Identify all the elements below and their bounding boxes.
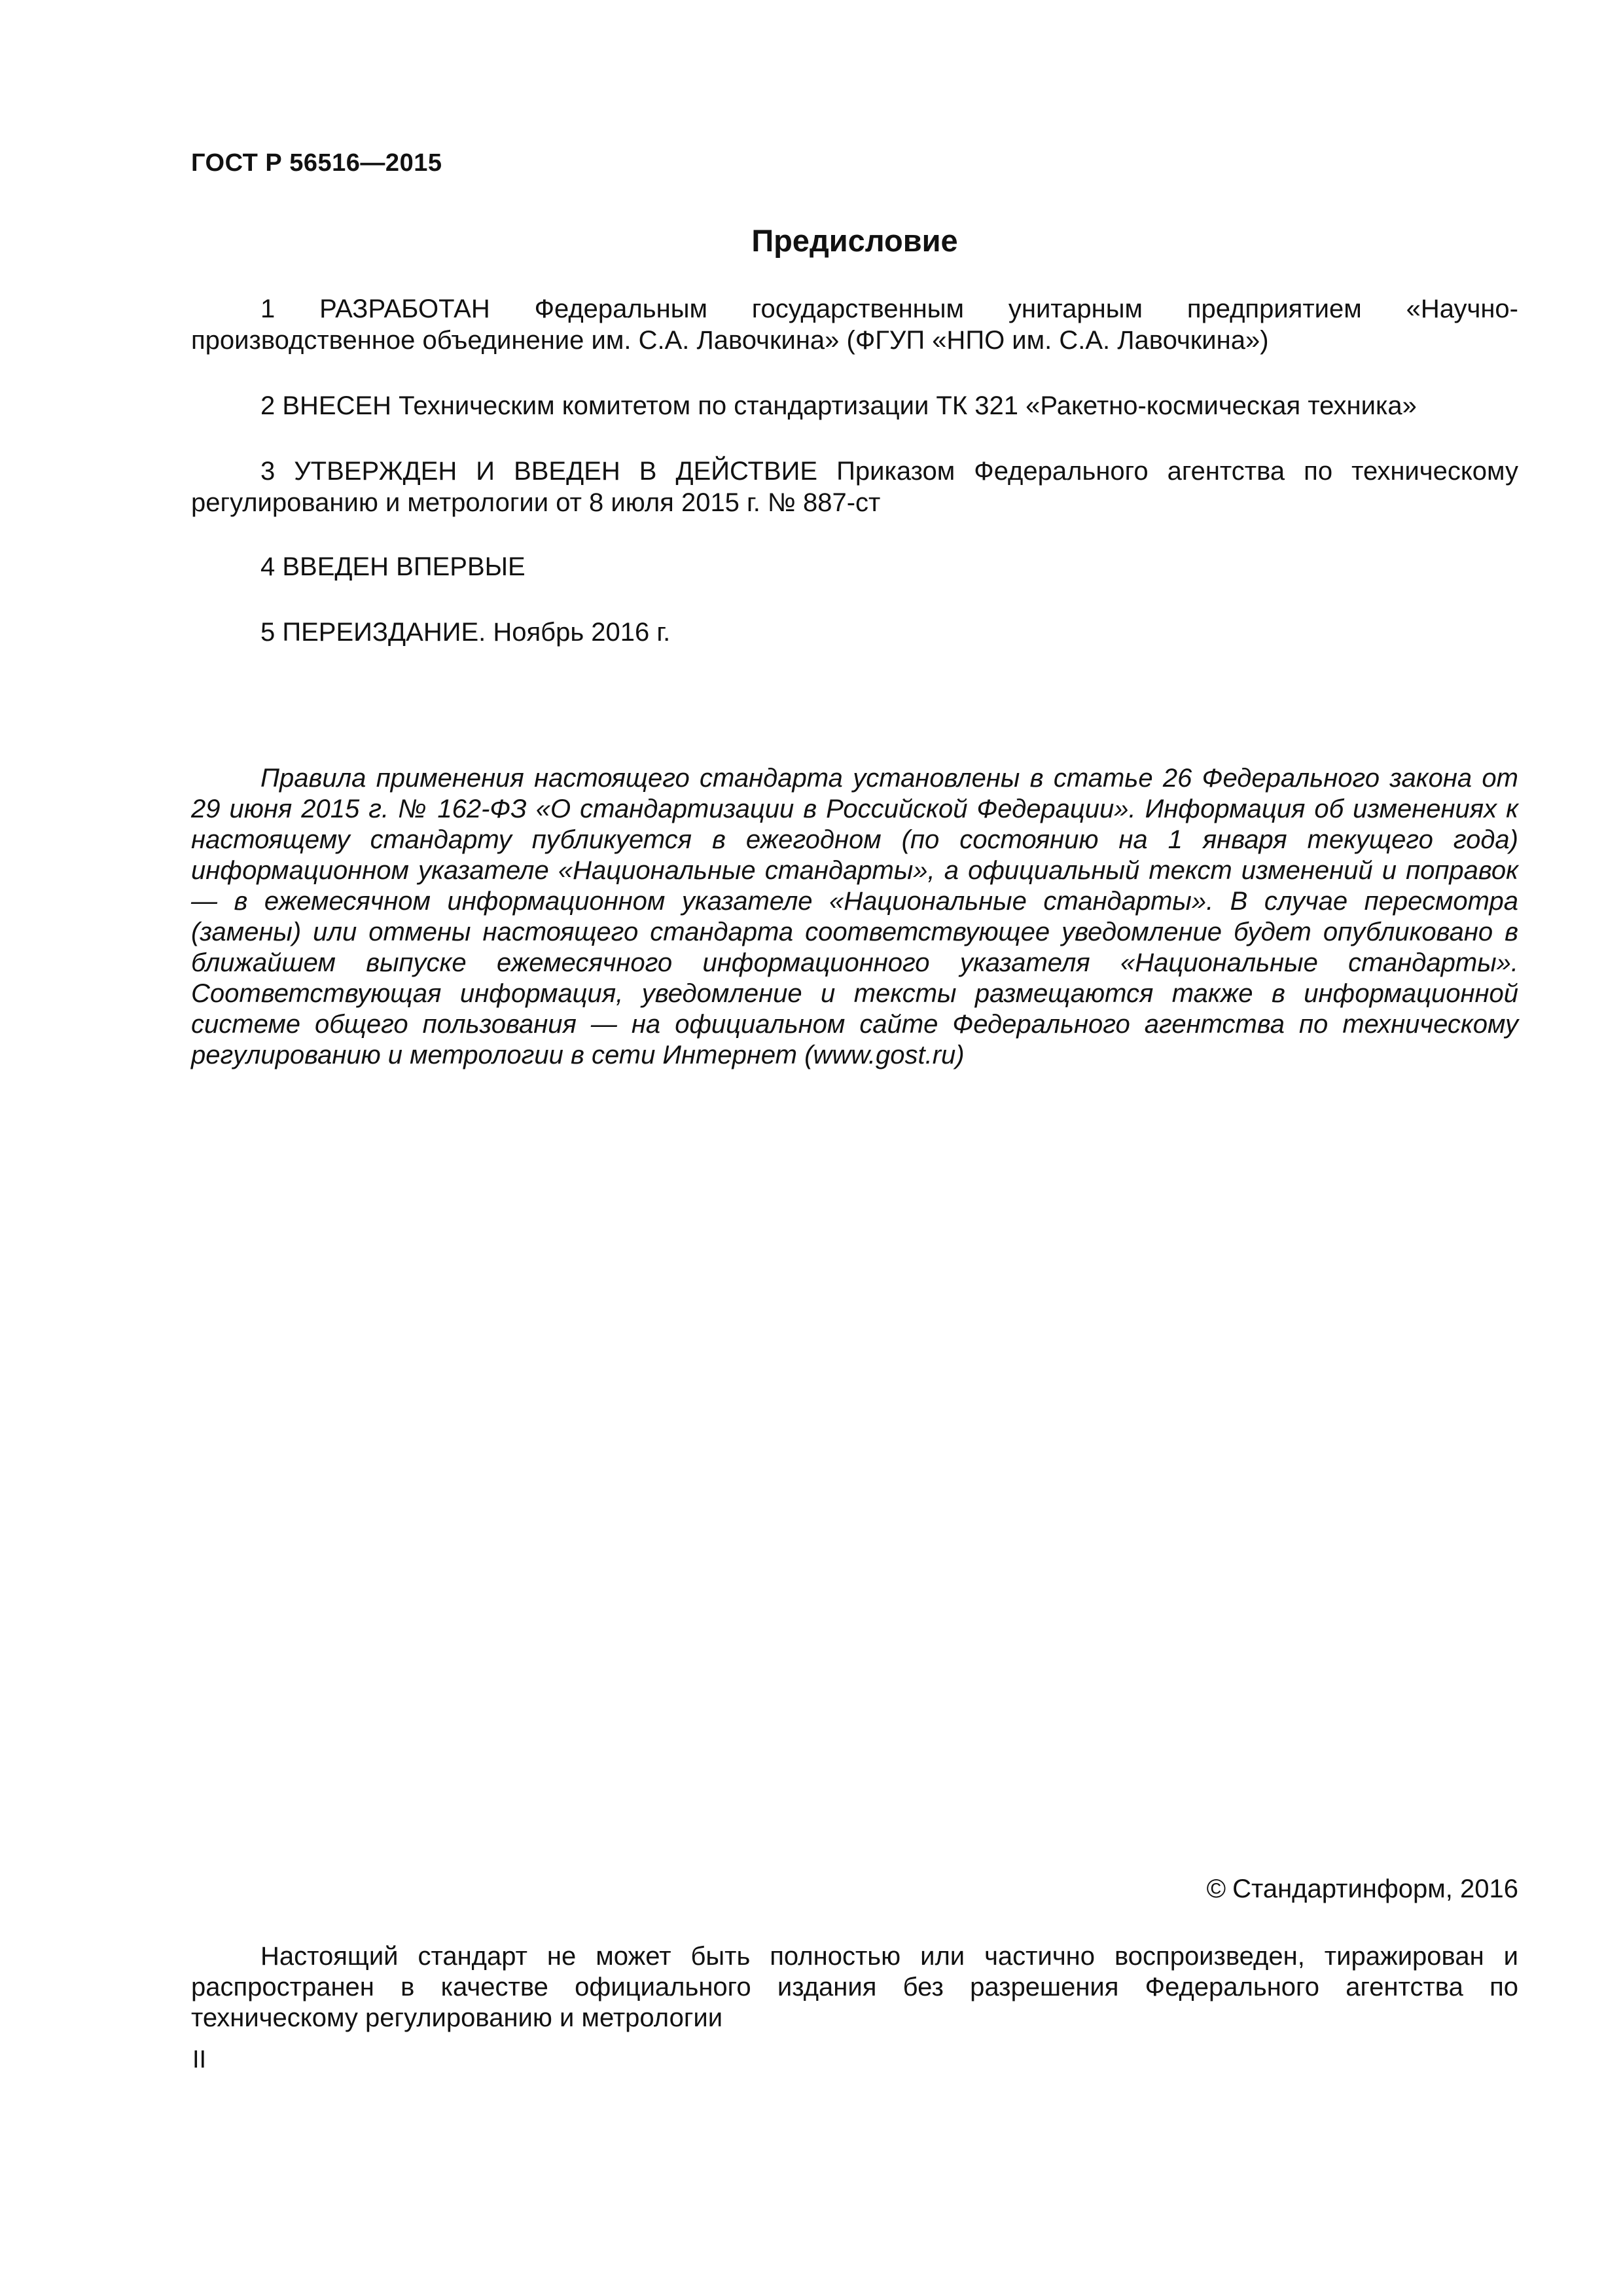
application-rules-note: Правила применения настоящего стандарта установлены в статье 26 Федерального закона от 29 июня 2015 г. № 162-ФЗ «О стандартизации в Российской Федерации». Информация об изменениях к настоящему стандарту публикуется в ежегодном (по состоянию на 1 января текущего года) информационном указателе «Национальные стандарты», а официальный текст изменений и поправок — в ежемесячном информационном указателе «Национальные стандарты». В случае пересмотра (замены) или отмены настоящего стандарта соответствующее уведомление будет опубликовано в ближайшем выпуске ежемесячного информационного указателя «Национальные стандарты». Соответствующая информация, уведомление и тексты размещаются также в информационной системе общего пользования — на официальном сайте Федерального агентства по техническому регулированию и метрологии в сети Интернет (www.gost.ru) xyxy=(191,764,1518,1069)
foreword-item-approved: 3 УТВЕРЖДЕН И ВВЕДЕН В ДЕЙСТВИЕ Приказом Федерального агентства по техническому регулированию и метрологии от 8 июля 2015 г. № 887-ст xyxy=(191,457,1518,517)
copyright-line xyxy=(1207,1874,1518,1904)
copyright-text: Стандартинформ, 2016 xyxy=(1232,1874,1518,1903)
foreword-item-first-introduced: 4 ВВЕДЕН ВПЕРВЫЕ xyxy=(260,552,526,581)
page-number: II xyxy=(192,2046,207,2073)
reproduction-notice: Настоящий стандарт не может быть полностью или частично воспроизведен, тиражирован и распространен в качестве официального издания без разрешения Федерального агентства по техническому регулированию и метрологии xyxy=(191,1942,1518,2032)
standard-code: ГОСТ Р 56516—2015 xyxy=(191,149,442,177)
foreword-item-introduced: 2 ВНЕСЕН Техническим комитетом по стандартизации ТК 321 «Ракетно-космическая техника» xyxy=(260,391,1417,420)
copyright-icon: © xyxy=(1206,1874,1226,1903)
foreword-item-reissue: 5 ПЕРЕИЗДАНИЕ. Ноябрь 2016 г. xyxy=(260,618,671,647)
page-title: Предисловие xyxy=(751,223,958,258)
foreword-item-developed: 1 РАЗРАБОТАН Федеральным государственным унитарным предприятием «Научно-производственное объединение им. С.А. Лавочкина» (ФГУП «НПО им. С.А. Лавочкина») xyxy=(191,295,1518,355)
